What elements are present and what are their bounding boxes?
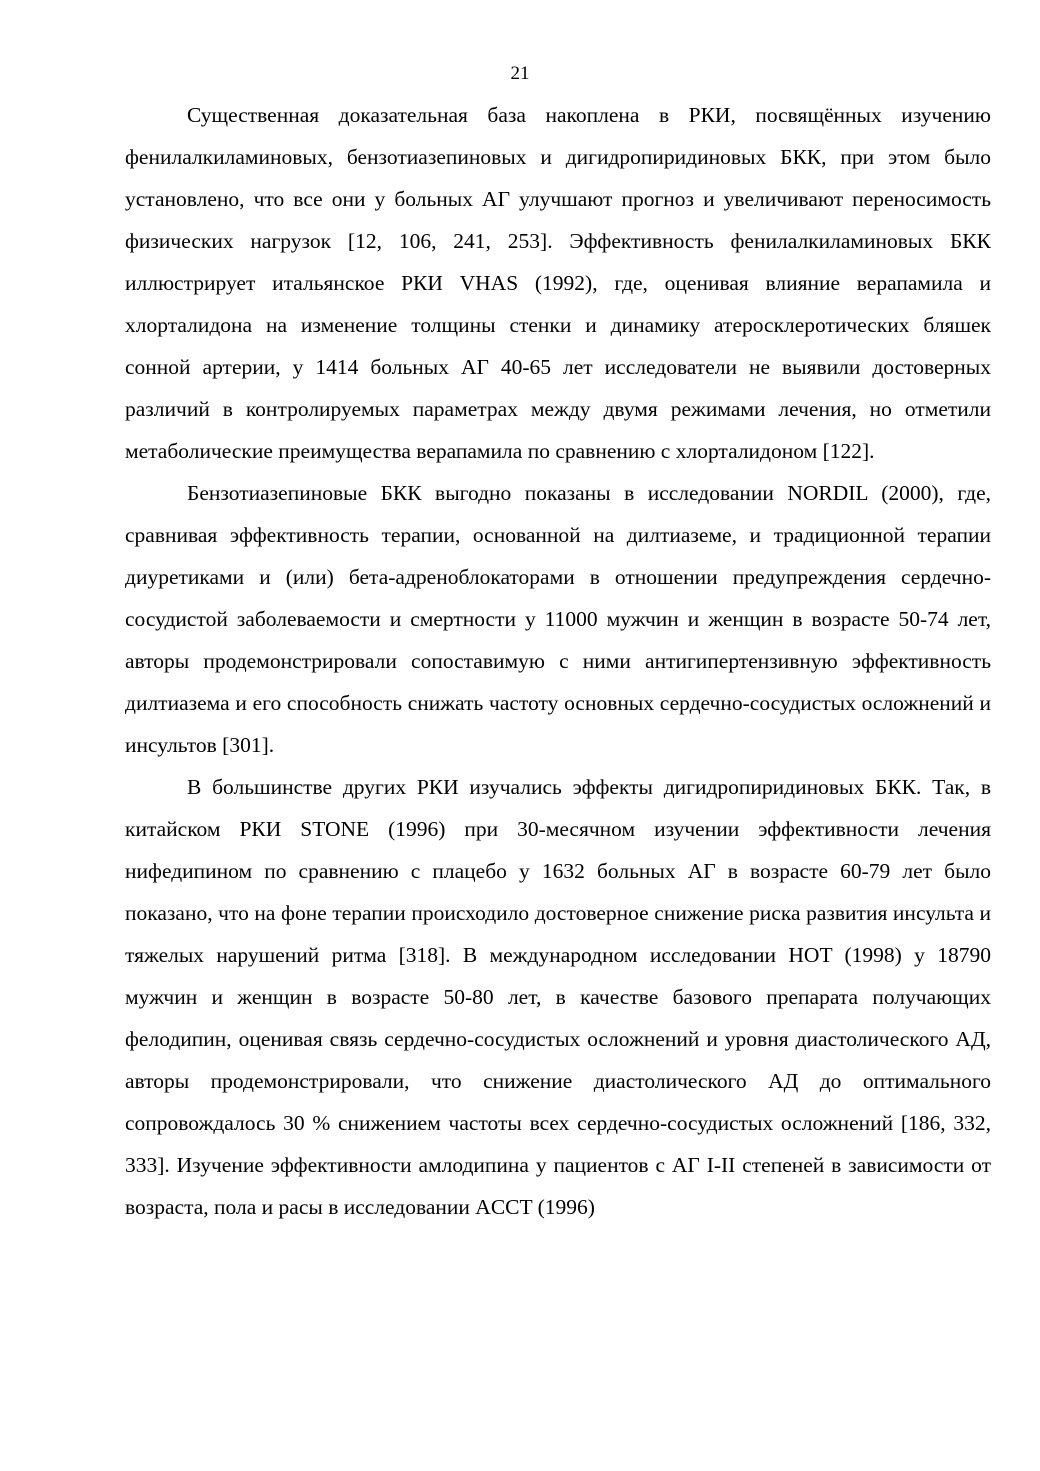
paragraph-dihydropyridine: В большинстве других РКИ изучались эффекты дигидропиридиновых БКК. Так, в китайском РКИ STONE (1996) при 30-месячном изучении эффективности лечения нифедипином по сравнению с плацебо у 1632 больных АГ в возрасте 60-79 лет было показано, что на фоне терапии происходило достоверное снижение риска развития инсульта и тяжелых нарушений ритма [318]. В международном исследовании HOT (1998) у 18790 мужчин и женщин в возрасте 50-80 лет, в качестве базового препарата получающих фелодипин, оценивая связь сердечно-сосудистых осложнений и уровня диастолического АД, авторы продемонстрировали, что снижение диастолического АД до оптимального сопровождалось 30 % снижением частоты всех сердечно-сосудистых осложнений [186, 332, 333]. Изучение эффективности амлодипина у пациентов с АГ I-II степеней в зависимости от возраста, пола и расы в исследовании ACCT (1996) [125, 775, 991, 1219]
document-body [125, 94, 991, 1228]
page-number: 21 [510, 63, 530, 84]
paragraph-diltiazem: Бензотиазепиновые БКК выгодно показаны в исследовании NORDIL (2000), где, сравнивая эффективность терапии, основанной на дилтиаземе, и традиционной терапии диуретиками и (или) бета-адреноблокаторами в отношении предупреждения сердечно-сосудистой заболеваемости и смертности у 11000 мужчин и женщин в возрасте 50-74 лет, авторы продемонстрировали сопоставимую с ними антигипертензивную эффективность дилтиазема и его способность снижать частоту основных сердечно-сосудистых осложнений и инсультов [301]. [125, 481, 991, 757]
paragraph-verapamil: Существенная доказательная база накоплена в РКИ, посвящённых изучению фенилалкиламиновых, бензотиазепиновых и дигидропиридиновых БКК, при этом было установлено, что все они у больных АГ улучшают прогноз и увеличивают переносимость физических нагрузок [12, 106, 241, 253]. Эффективность фенилалкиламиновых БКК иллюстрирует итальянское РКИ VHAS (1992), где, оценивая влияние верапамила и хлорталидона на изменение толщины стенки и динамику атеросклеротических бляшек сонной артерии, у 1414 больных АГ 40-65 лет исследователи не выявили достоверных различий в контролируемых параметрах между двумя режимами лечения, но отметили метаболические преимущества верапамила по сравнению с хлорталидоном [122]. [125, 103, 991, 463]
